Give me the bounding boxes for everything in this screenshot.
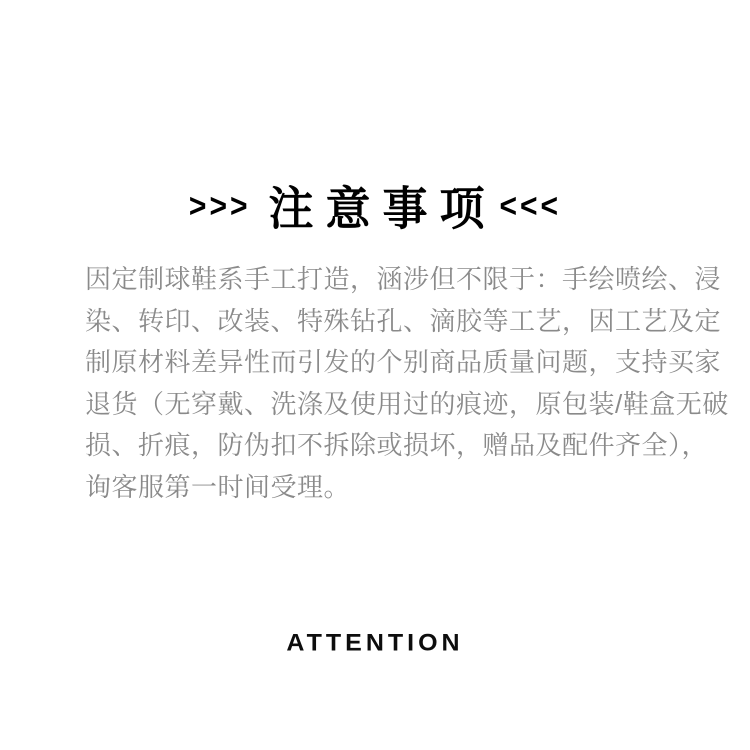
notice-paragraph [85, 259, 729, 508]
notice-line: 损、折痕，防伪扣不拆除或损坏，赠品及配件齐全）， [85, 430, 709, 460]
right-arrows-decoration: <<< [499, 187, 562, 225]
notice-line: 因定制球鞋系手工打造，涵涉但不限于：手绘喷绘、浸 [85, 264, 722, 294]
footer-attention-label: ATTENTION [286, 629, 464, 657]
notice-line: 制原材料差异性而引发的个别商品质量问题，支持买家 [85, 347, 722, 377]
page-title [0, 172, 750, 237]
left-arrows-decoration: >>> [188, 187, 251, 225]
notice-line: 染、转印、改装、特殊钻孔、滴胶等工艺，因工艺及定 [85, 305, 722, 336]
page-title-text: 注意事项 [268, 182, 497, 235]
notice-line: 询客服第一时间受理。 [85, 471, 351, 502]
notice-line: 退货（无穿戴、洗涤及使用过的痕迹，原包装/鞋盒无破 [85, 388, 729, 419]
